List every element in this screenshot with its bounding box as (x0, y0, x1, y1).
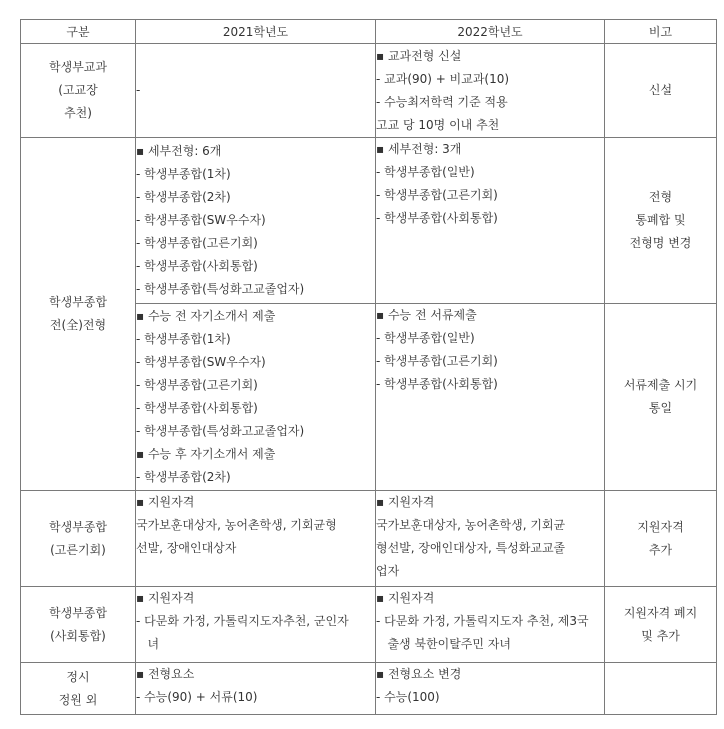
note-line: 전형 (648, 190, 673, 204)
row-label-line: (고른기회) (50, 542, 106, 557)
row-label-line: 정원 외 (58, 692, 98, 707)
note-line: 서류제출 시기 (623, 378, 698, 392)
row-label-line: (사회통합) (50, 628, 106, 643)
note-line: 및 추가 (641, 628, 680, 643)
row-label (21, 491, 136, 587)
cell-line: - 학생부종합(사회통합) (376, 211, 498, 225)
row-label-line: 전(全)전형 (49, 318, 107, 332)
cell-2022 (376, 304, 605, 491)
row-label (21, 587, 136, 663)
row-label-line: 학생부교과 (49, 60, 107, 74)
cell-note (605, 44, 717, 138)
cell-2021 (136, 491, 376, 587)
cell-line: 국가보훈대상자, 농어촌학생, 기회균 (376, 518, 566, 532)
cell-line: ▪ 수능 전 서류제출 (376, 308, 477, 322)
table-row (21, 587, 717, 663)
cell-line: - 다문화 가정, 가톨릭지도자추천, 군인자 (136, 614, 349, 628)
cell-2021 (136, 587, 376, 663)
admission-comparison-table-wrapper (20, 19, 717, 715)
cell-2022 (376, 138, 605, 304)
cell-line: - 학생부종합(고른기회) (136, 236, 258, 250)
table-row (21, 44, 717, 138)
cell-2021 (136, 138, 376, 304)
cell-line: - 학생부종합(2차) (136, 190, 231, 204)
cell-2022 (376, 44, 605, 138)
cell-line: ▪ 세부전형: 3개 (376, 142, 462, 156)
cell-line: - 교과(90) + 비교과(10) (376, 71, 510, 86)
cell-line: - 학생부종합(일반) (376, 331, 475, 345)
cell-note (605, 663, 717, 715)
cell-line: 출생 북한이탈주민 자녀 (376, 637, 511, 651)
note-line: 신설 (648, 83, 673, 97)
cell-line: ▪ 수능 전 자기소개서 제출 (136, 309, 276, 323)
cell-line: - 수능(100) (376, 690, 440, 704)
note-line: 지원자격 폐지 (623, 605, 698, 620)
row-label-line: 학생부종합 (49, 519, 107, 534)
cell-line: - 학생부종합(SW우수자) (136, 213, 266, 227)
row-label-line: (고교장 (58, 83, 98, 97)
cell-line: - 학생부종합(1차) (136, 332, 231, 346)
cell-line: - 학생부종합(특성화고교졸업자) (136, 282, 305, 296)
cell-2021 (136, 663, 376, 715)
cell-line: ▪ 수능 후 자기소개서 제출 (136, 447, 276, 461)
cell-line: - 학생부종합(일반) (376, 165, 475, 179)
note-line: 추가 (648, 542, 673, 557)
cell-line: ▪ 세부전형: 6개 (136, 144, 222, 158)
cell-line: 업자 (376, 564, 400, 578)
cell-line: - 학생부종합(고른기회) (376, 188, 498, 202)
cell-line: - 학생부종합(특성화고교졸업자) (136, 424, 305, 438)
cell-line: - 다문화 가정, 가톨릭지도자 추천, 제3국 (376, 614, 589, 628)
cell-line: - 수능최저학력 기준 적용 (376, 94, 508, 109)
cell-2021 (136, 304, 376, 491)
cell-2022 (376, 587, 605, 663)
row-label-line: 학생부종합 (49, 295, 107, 309)
cell-line: 형선발, 장애인대상자, 특성화교교졸 (376, 541, 566, 555)
header-2021: 2021학년도 (136, 20, 376, 44)
note-line: 통폐합 및 (635, 213, 686, 227)
cell-note (605, 138, 717, 304)
row-label-line: 정시 (66, 669, 90, 684)
table-row (21, 491, 717, 587)
cell-line: - 학생부종합(고른기회) (376, 354, 498, 368)
cell-line: 녀 (136, 637, 160, 651)
cell-2022 (376, 491, 605, 587)
table-row (21, 138, 717, 304)
cell-line: ▪ 전형요소 (136, 667, 195, 681)
row-label-line: 추천) (64, 106, 92, 120)
cell-line: - 학생부종합(2차) (136, 470, 231, 484)
cell-line: ▪ 지원자격 (376, 591, 435, 605)
cell-line: ▪ 지원자격 (376, 495, 435, 509)
header-2022: 2022학년도 (376, 20, 605, 44)
admission-comparison-table (20, 19, 717, 715)
row-label (21, 138, 136, 491)
cell-note (605, 491, 717, 587)
header-category: 구분 (21, 20, 136, 44)
cell-line: - (136, 83, 141, 97)
cell-2021 (136, 44, 376, 138)
header-note: 비고 (605, 20, 717, 44)
cell-line: - 학생부종합(1차) (136, 167, 231, 181)
cell-line: - 학생부종합(사회통합) (376, 377, 498, 391)
cell-line: 국가보훈대상자, 농어촌학생, 기회균형 (136, 518, 337, 532)
note-line: 통일 (648, 401, 673, 415)
table-header-row (21, 20, 717, 44)
cell-line: ▪ 지원자격 (136, 495, 195, 509)
row-label-line: 학생부종합 (49, 605, 107, 620)
table-row (21, 663, 717, 715)
note-line: 지원자격 (637, 519, 684, 534)
cell-line: - 학생부종합(사회통합) (136, 259, 258, 273)
cell-line: - 학생부종합(SW우수자) (136, 355, 266, 369)
cell-line: - 학생부종합(고른기회) (136, 378, 258, 392)
row-label (21, 663, 136, 715)
cell-line: ▪ 지원자격 (136, 591, 195, 605)
cell-line: ▪ 전형요소 변경 (376, 667, 462, 681)
cell-line: 고교 당 10명 이내 추천 (376, 117, 500, 132)
cell-note (605, 587, 717, 663)
row-label (21, 44, 136, 138)
note-line: 전형명 변경 (629, 236, 692, 250)
cell-note (605, 304, 717, 491)
cell-line: 선발, 장애인대상자 (136, 541, 237, 555)
cell-line: ▪ 교과전형 신설 (376, 48, 462, 63)
cell-2022 (376, 663, 605, 715)
cell-line: - 수능(90) + 서류(10) (136, 690, 258, 704)
cell-line: - 학생부종합(사회통합) (136, 401, 258, 415)
